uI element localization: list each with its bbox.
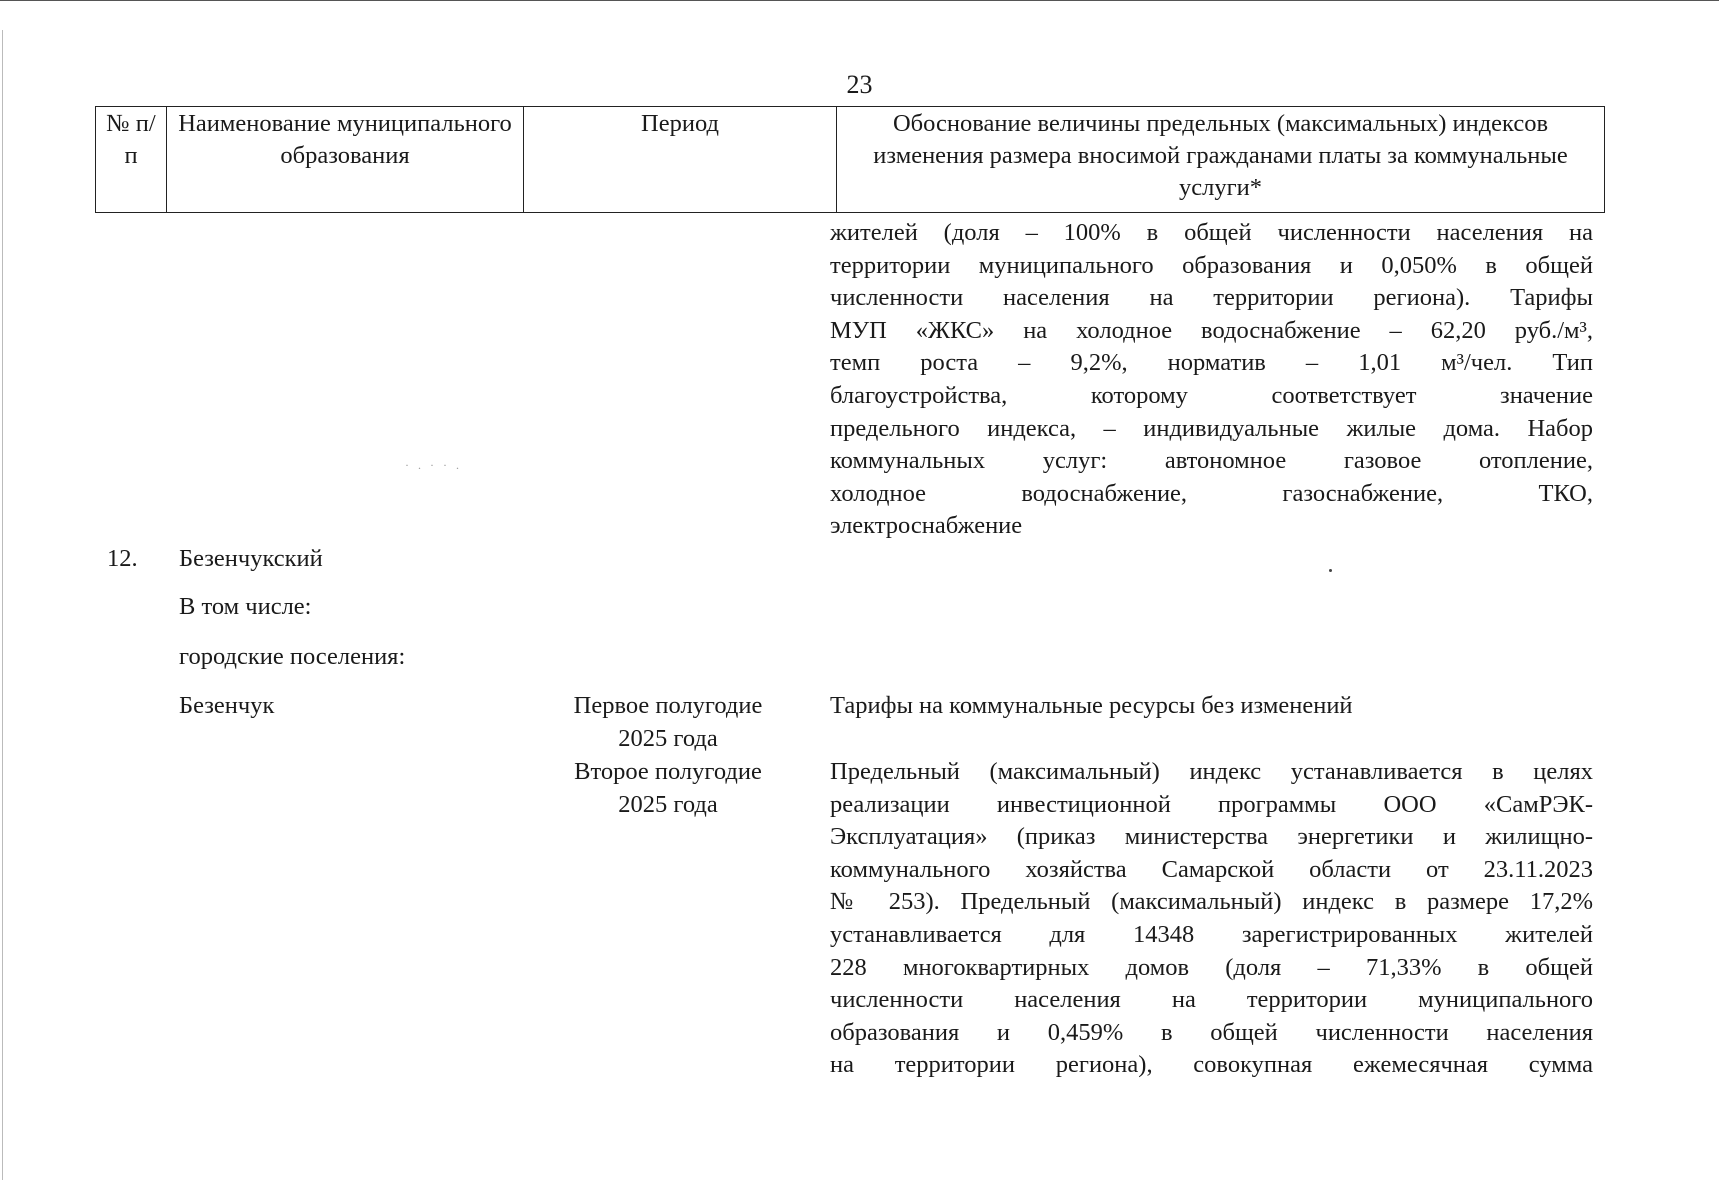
scan-speck [1329,569,1332,572]
continued-line: МУП «ЖКС» на холодное водоснабжение – 62,20 руб./м³, [830,316,1593,344]
table-header [95,106,1605,213]
continued-line: холодное водоснабжение, газоснабжение, ТКО, [830,479,1593,507]
header-name-cell [167,107,524,213]
justification-first: Тарифы на коммунальные ресурсы без изменений [830,692,1353,719]
period-first-line2: 2025 года [618,724,718,752]
municipality-name: Безенчукский [179,545,323,572]
scan-artifact-dots: · . · · . [405,458,462,472]
justification-line: образования и 0,459% в общей численности населения [830,1018,1593,1046]
page-number: 23 [846,70,873,99]
header-period-label: Период [641,110,719,137]
continued-line: коммунальных услуг: автономное газовое отопление, [830,447,1593,475]
table-header-row [96,107,1605,213]
justification-line: Эксплуатация» (приказ министерства энергетики и жилищно- [830,823,1593,851]
continued-line: темп роста – 9,2%, норматив – 1,01 м³/чел. Тип [830,349,1593,377]
header-name-label: Наименование муниципального образования [178,110,512,169]
period-first-line1: Первое полугодие [573,692,763,719]
period-first [538,690,798,755]
scan-edge-left [2,30,3,1180]
justification-line: на территории региона), совокупная ежемесячная сумма [830,1051,1593,1079]
continued-line: территории муниципального образования и 0,050% в общей [830,251,1593,279]
header-period-cell [524,107,837,213]
period-second [538,756,798,821]
period-second-line2: 2025 года [618,790,718,818]
row-number: 12. [107,545,138,572]
continued-justification [830,217,1593,543]
settlement-name: Безенчук [179,692,275,719]
including-label: В том числе: [179,593,312,620]
continued-line: численности населения на территории региона). Тарифы [830,284,1593,312]
justification-line: устанавливается для 14348 зарегистрированных жителей [830,920,1593,948]
justification-line: № 253). Предельный (максимальный) индекс в размере 17,2% [830,888,1593,916]
header-number-cell [96,107,167,213]
header-justification-cell [837,107,1605,213]
scan-edge-top [0,0,1719,1]
period-second-line1: Второе полугодие [574,758,762,785]
justification-line: коммунального хозяйства Самарской области от 23.11.2023 [830,855,1593,883]
continued-line: предельного индекса, – индивидуальные жилые дома. Набор [830,414,1593,442]
justification-second [830,756,1593,1082]
header-number-label: № п/п [106,110,156,169]
justification-line: 228 многоквартирных домов (доля – 71,33% в общей [830,953,1593,981]
justification-line: Предельный (максимальный) индекс устанавливается в целях [830,758,1593,785]
justification-line: численности населения на территории муниципального [830,986,1593,1014]
continued-line: электроснабжение [830,512,1023,540]
header-justification-label: Обоснование величины предельных (максимальных) индексов изменения размера вносимой гражданами платы за коммунальные услуги* [873,110,1568,201]
continued-line: жителей (доля – 100% в общей численности населения на [830,219,1593,246]
justification-line: реализации инвестиционной программы ООО «СамРЭК- [830,790,1593,818]
urban-settlements-label: городские поселения: [179,643,406,670]
continued-line: благоустройства, которому соответствует значение [830,381,1593,409]
